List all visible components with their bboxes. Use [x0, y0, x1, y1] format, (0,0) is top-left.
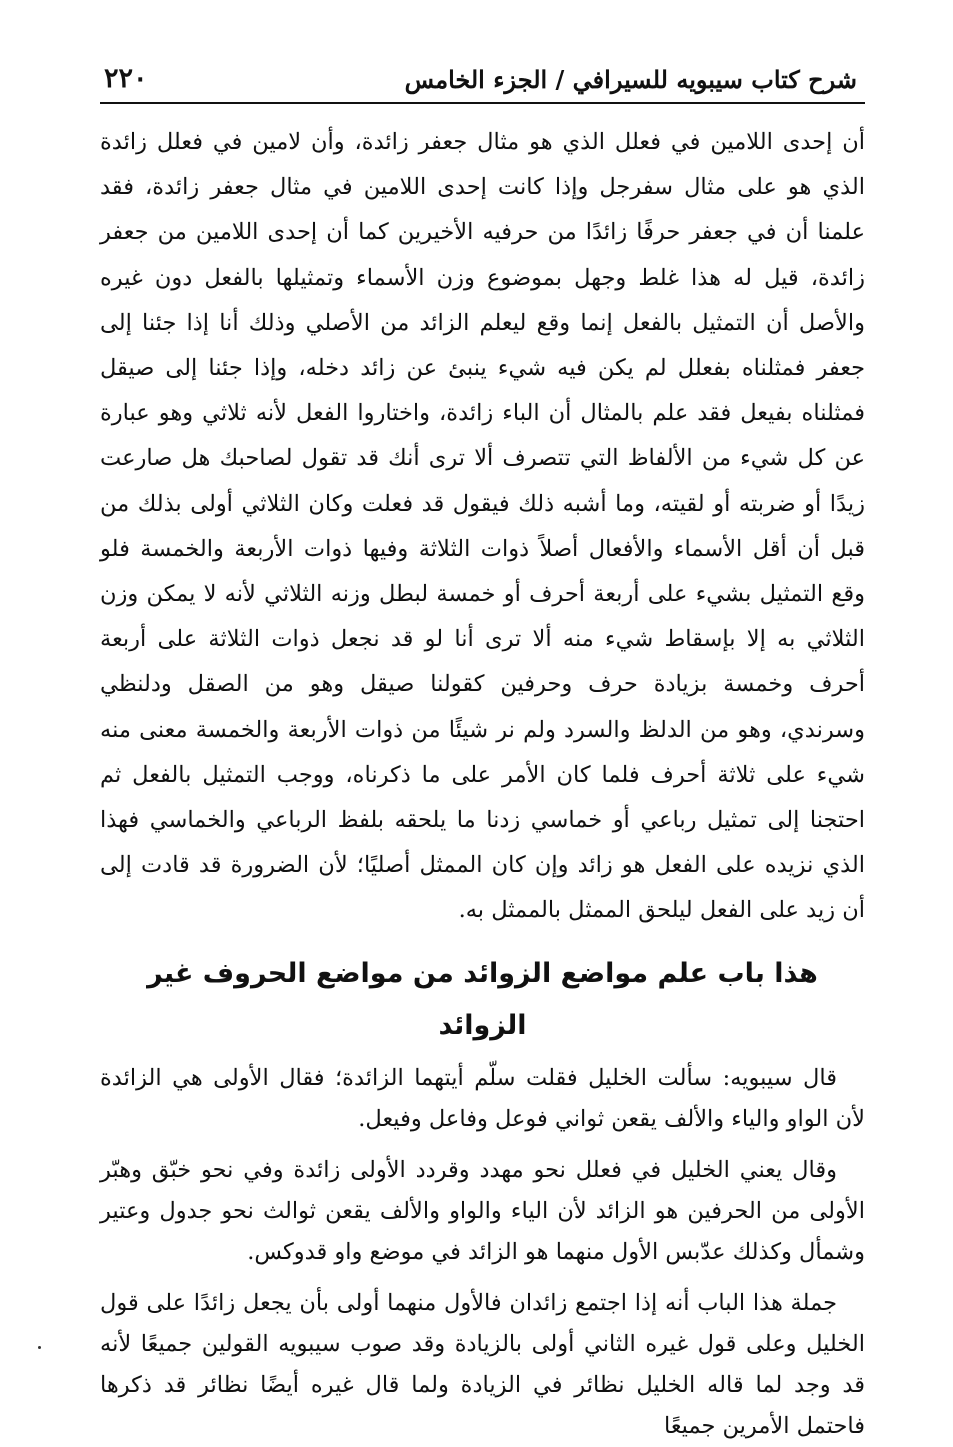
page-number: ٢٢٠: [104, 63, 148, 94]
section-body: [100, 1058, 865, 1447]
page-header: [100, 50, 865, 104]
section-paragraph-1: قال سيبويه: سألت الخليل فقلت سلّم أيتهما الزائدة؛ فقال الأولى هي الزائدة لأن الواو والياء والألف يقعن ثواني فوعل وفاعل وفيعل.: [100, 1064, 865, 1132]
section-heading: هذا باب علم مواضع الزوائد من مواضع الحروف غير الزوائد: [147, 957, 818, 1041]
opening-text-block: [100, 120, 865, 934]
section-paragraph-3: جملة هذا الباب أنه إذا اجتمع زائدان فالأول منهما أولى بأن يجعل زائدًا على قول الخليل وعلى قول غيره الثاني أولى بالزيادة وقد صوب سيبويه القولين جميعًا لأنه قد وجد لما قاله الخليل نظائر في الزيادة ولما قال غيره أيضًا نظائر قد ذكرها فاحتمل الأمرين جميعًا: [100, 1289, 865, 1439]
opening-paragraph: أن إحدى اللامين في فعلل الذي هو مثال جعفر زائدة، وأن لامين في فعلل زائدة الذي هو على مثال سفرجل وإذا كانت إحدى اللامين في مثال جعفر زائدة، فقد علمنا أن في جعفر حرفًا زائدًا من حرفيه الأخيرين كما أن إحدى اللامين من جعفر زائدة، قيل له هذا غلط وجهل بموضوع وزن الأسماء وتمثيلها بالفعل دون غيره والأصل أن التمثيل بالفعل إنما وقع ليعلم الزائد من الأصلي وذلك أنا إذا جئنا إلى جعفر فمثلناه بفعلل لم يكن فيه شيء ينبئ عن زائد دخله، وإذا جئنا إلى صيقل فمثلناه بفيعل فقد علم بالمثال أن الباء زائدة، واختاروا الفعل لأنه ثلاثي وهو عبارة عن كل شيء من الألفاظ التي تتصرف ألا ترى أنك قد تقول لصاحبك هل صارعت زيدًا أو ضربته أو لقيته، وما أشبه ذلك فيقول قد فعلت وكان الثلاثي أولى بذلك من قبل أن أقل الأسماء والأفعال أصلاً ذوات الثلاثة وفيها ذوات الأربعة والخمسة فلو وقع التمثيل بشيء على أربعة أحرف أو خمسة لبطل وزنه الثلاثي لأنه لا يمكن وزن الثلاثي به إلا بإسقاط شيء منه ألا ترى أنا لو قد نجعل ذوات الثلاثة على أربعة أحرف وخمسة بزيادة حرف وحرفين كقولنا صيقل وهو من الصقل ودلنظي وسرندي، وهو من الدلظ والسرد ولم نر شيئًا من ذوات الأربعة والخمسة معنى منه شيء على ثلاثة أحرف فلما كان الأمر على ما ذكرناه، ووجب التمثيل بالفعل ثم احتجنا إلى تمثيل رباعي أو خماسي زدنا ما يلحقه بلفظ الرباعي والخماسي فهذا الذي نزيده على الفعل هو زائد وإن كان الممثل أصليًا؛ لأن الضرورة قد قادت إلى أن زيد على الفعل ليلحق الممثل بالممثل به.: [100, 129, 865, 924]
section-paragraph-2: وقال يعني الخليل في فعلل نحو مهدد وقردد الأولى زائدة وفي نحو خبّق وهبّر الأولى من الحرفين هو الزائد لأن الياء والواو والألف يقعن ثوالث نحو جدول وعتير وشمأل وكذلك عدّبس الأول منهما هو الزائد في موضع واو قدوكس.: [100, 1156, 865, 1265]
running-title: شرح كتاب سيبويه للسيرافي / الجزء الخامس: [404, 65, 857, 94]
scan-speck: [38, 1346, 41, 1349]
